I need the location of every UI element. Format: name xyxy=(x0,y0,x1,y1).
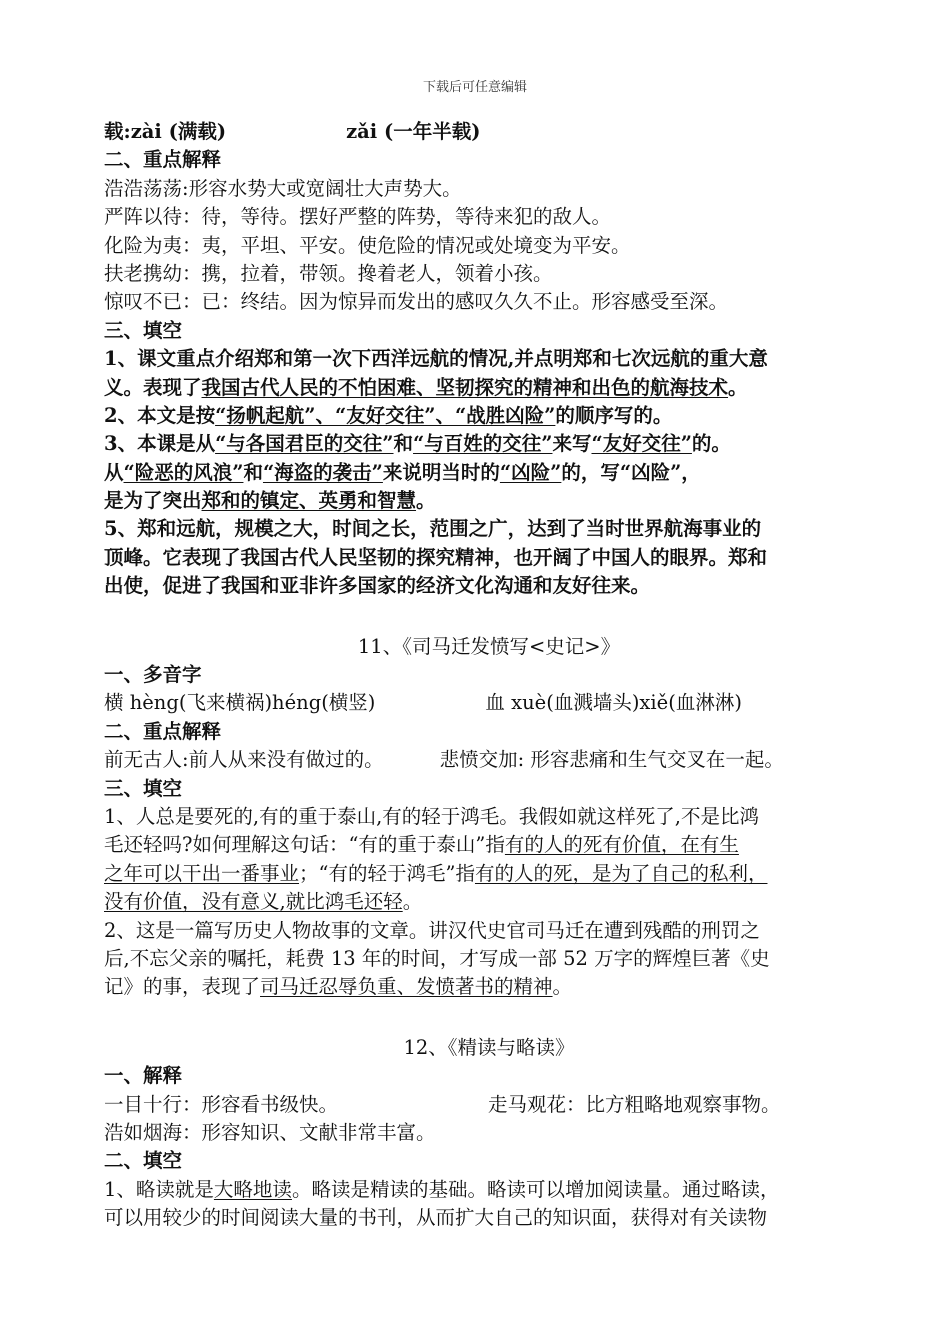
fill-line: 1、略读就是大略地读。略读是精读的基础。略读可以增加阅读量。通过略读， xyxy=(104,1177,780,1201)
answer-underline: “与各国君臣的交往” xyxy=(215,432,394,456)
section-heading: 二、重点解释 xyxy=(104,719,222,743)
section-heading: 二、重点解释 xyxy=(104,148,222,172)
answer-underline: “友好交往” xyxy=(591,432,692,456)
document-body xyxy=(104,118,874,1232)
answer-underline: 我国古代人民的不怕困难、坚韧探究的精神和出色的航海技术 xyxy=(201,375,729,399)
polyphone-line: 横 hèng(飞来横祸)héng(横竖) 血 xuè(血溅墙头)xiě(血淋淋) xyxy=(104,691,742,715)
fill-line: 出使，促进了我国和亚非许多国家的经济文化沟通和友好往来。 xyxy=(104,574,651,598)
answer-underline: 有的人的死，是为了自己的私利， xyxy=(474,861,768,885)
answer-underline: 之年可以干出一番事业 xyxy=(104,861,300,885)
fill-line: 之年可以干出一番事业；“有的轻于鸿毛”指有的人的死，是为了自己的私利， xyxy=(104,861,768,885)
fill-line: 毛还轻吗?如何理解这句话：“有的重于泰山”指有的人的死有价值，在有生 xyxy=(104,833,739,857)
explanation-line: 化险为夷：夷，平坦、平安。使危险的情况或处境变为平安。 xyxy=(104,233,631,257)
fill-line: 后,不忘父亲的嘱托，耗费 13 年的时间，才写成一部 52 万字的辉煌巨著《史 xyxy=(104,946,770,970)
answer-underline: 有的人的死有价值，在有生 xyxy=(504,833,739,857)
fill-line: 义。表现了我国古代人民的不怕困难、坚韧探究的精神和出色的航海技术。 xyxy=(104,375,748,399)
explanation-line: 惊叹不已：已：终结。因为惊异而发出的感叹久久不止。形容感受至深。 xyxy=(104,290,729,314)
fill-line: 记》的事，表现了司马迁忍辱负重、发愤著书的精神。 xyxy=(104,975,573,999)
answer-underline: “险恶的风浪” xyxy=(123,460,244,484)
fill-line: 2、这是一篇写历史人物故事的文章。讲汉代史官司马迁在遭到残酷的刑罚之 xyxy=(104,918,760,942)
explanation-line: 扶老携幼：携，拉着，带领。搀着老人，领着小孩。 xyxy=(104,261,553,285)
section-heading: 二、填空 xyxy=(104,1149,183,1173)
fill-line: 没有价值，没有意义,就比鸿毛还轻。 xyxy=(104,890,423,914)
explanation-line: 严阵以待：待，等待。摆好严整的阵势，等待来犯的敌人。 xyxy=(104,205,612,229)
answer-underline: 大略地读 xyxy=(213,1177,292,1201)
answer-underline: 司马迁忍辱负重、发愤著书的精神 xyxy=(260,975,553,999)
section-heading: 一、多音字 xyxy=(104,663,202,687)
fill-line: 2、本文是按“扬帆起航”、“友好交往”、“战胜凶险”的顺序写的。 xyxy=(104,403,673,427)
explanation-line: 浩如烟海：形容知识、文献非常丰富。 xyxy=(104,1120,436,1144)
answer-underline: 郑和的镇定、英勇和智慧 xyxy=(201,489,417,513)
fill-line: 可以用较少的时间阅读大量的书刊，从而扩大自己的知识面，获得对有关读物 xyxy=(104,1206,768,1230)
fill-line: 是为了突出郑和的镇定、英勇和智慧。 xyxy=(104,489,436,513)
explanation-line: 一目十行：形容看书级快。 走马观花：比方粗略地观察事物。 xyxy=(104,1092,781,1116)
lesson-title: 11、《司马迁发愤写<史记>》 xyxy=(357,634,621,658)
explanation-line: 浩浩荡荡:形容水势大或宽阔壮大声势大。 xyxy=(104,176,462,200)
fill-line: 1、人总是要死的,有的重于泰山,有的轻于鸿毛。我假如就这样死了,不是比鸿 xyxy=(104,804,760,828)
lesson-title: 12、《精读与略读》 xyxy=(403,1035,575,1059)
fill-line: 顶峰。它表现了我国古代人民坚韧的探究精神，也开阔了中国人的眼界。郑和 xyxy=(104,545,768,569)
section-heading: 一、解释 xyxy=(104,1064,183,1088)
fill-line: 5、郑和远航，规模之大，时间之长，范围之广，达到了当时世界航海事业的 xyxy=(104,517,762,541)
answer-underline: 没有价值，没有意义,就比鸿毛还轻 xyxy=(104,890,403,914)
polyphone-zai: 载:zài (满载) zǎi (一年半载) xyxy=(104,120,481,143)
section-heading: 三、填空 xyxy=(104,776,183,800)
fill-line: 从“险恶的风浪”和“海盗的袭击”来说明当时的“凶险”的，写“凶险”， xyxy=(104,460,701,484)
fill-line: 3、本课是从“与各国君臣的交往”和“与百姓的交往”来写“友好交往”的。 xyxy=(104,432,731,456)
explanation-line: 前无古人:前人从来没有做过的。 悲愤交加: 形容悲痛和生气交叉在一起。 xyxy=(104,748,784,772)
answer-underline: “与百姓的交往” xyxy=(413,432,553,456)
page-header: 下载后可任意编辑 xyxy=(422,80,527,95)
fill-line: 1、课文重点介绍郑和第一次下西洋远航的情况,并点明郑和七次远航的重大意 xyxy=(104,347,768,371)
answer-underline: “凶险” xyxy=(499,460,562,484)
section-heading: 三、填空 xyxy=(104,318,183,342)
answer-underline: “海盗的袭击” xyxy=(262,460,383,484)
answer-underline: “扬帆起航”、“友好交往”、“战胜凶险” xyxy=(215,403,556,427)
